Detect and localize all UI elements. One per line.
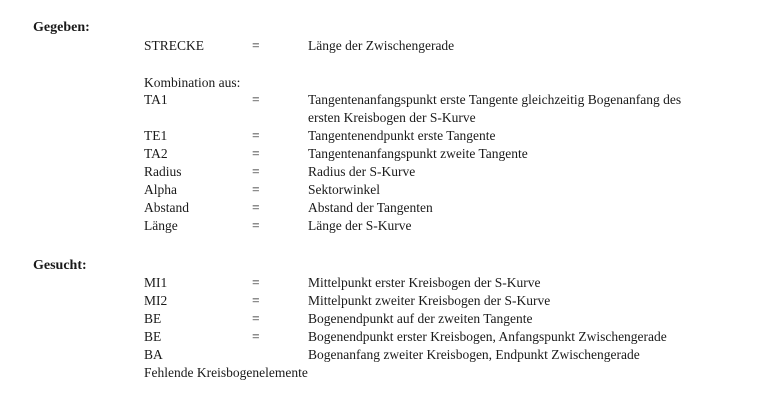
desc-be-tangent: Bogenendpunkt auf der zweiten Tangente	[308, 311, 533, 326]
term-mi2: MI2	[144, 293, 168, 308]
gesucht-heading: Gesucht:	[33, 258, 87, 273]
term-mi1: MI1	[144, 275, 168, 290]
desc-mi1: Mittelpunkt erster Kreisbogen der S-Kurve	[308, 275, 541, 290]
term-strecke: STRECKE	[144, 38, 205, 53]
desc-mi2: Mittelpunkt zweiter Kreisbogen der S-Kurve	[308, 293, 551, 308]
gegeben-heading: Gegeben:	[33, 20, 90, 35]
equals-sign: =	[252, 146, 260, 161]
desc-ba: Bogenanfang zweiter Kreisbogen, Endpunkt Zwischengerade	[308, 347, 640, 362]
equals-sign: =	[252, 164, 260, 179]
definition-row-mi1	[0, 275, 781, 293]
term-te1: TE1	[144, 128, 168, 143]
definition-row-ba	[0, 347, 781, 365]
kombination-label: Kombination aus:	[144, 75, 241, 90]
term-ba: BA	[144, 347, 163, 362]
equals-sign: =	[252, 329, 260, 344]
definition-row-alpha	[0, 182, 781, 200]
definition-row-radius	[0, 164, 781, 182]
desc-ta1: Tangentenanfangspunkt erste Tangente gleichzeitig Bogenanfang des	[308, 92, 682, 107]
equals-sign: =	[252, 128, 260, 143]
desc-radius: Radius der S-Kurve	[308, 164, 416, 179]
desc-be-arc: Bogenendpunkt erster Kreisbogen, Anfangspunkt Zwischengerade	[308, 329, 667, 344]
desc-alpha: Sektorwinkel	[308, 182, 380, 197]
desc-ta1-continued: ersten Kreisbogen der S-Kurve	[308, 110, 476, 125]
equals-sign: =	[252, 182, 260, 197]
desc-strecke: Länge der Zwischengerade	[308, 38, 455, 53]
definition-row-laenge	[0, 218, 781, 236]
term-ta1: TA1	[144, 92, 168, 107]
term-be-tangent: BE	[144, 311, 162, 326]
equals-sign: =	[252, 311, 260, 326]
desc-abstand: Abstand der Tangenten	[308, 200, 433, 215]
definition-row-ta1	[0, 92, 781, 110]
missing-elements-note: Fehlende Kreisbogenelemente	[144, 365, 308, 380]
definition-row-ta1-cont	[0, 110, 781, 128]
term-ta2: TA2	[144, 146, 168, 161]
equals-sign: =	[252, 200, 260, 215]
equals-sign: =	[252, 275, 260, 290]
strecke-row	[0, 38, 781, 56]
term-abstand: Abstand	[144, 200, 189, 215]
definition-row-ta2	[0, 146, 781, 164]
term-be-arc: BE	[144, 329, 162, 344]
equals-sign: =	[252, 92, 260, 107]
definition-row-be-tangent	[0, 311, 781, 329]
definition-row-be-arc	[0, 329, 781, 347]
equals-sign: =	[252, 293, 260, 308]
term-alpha: Alpha	[144, 182, 177, 197]
desc-te1: Tangentenendpunkt erste Tangente	[308, 128, 496, 143]
desc-laenge: Länge der S-Kurve	[308, 218, 412, 233]
definition-row-abstand	[0, 200, 781, 218]
definition-row-mi2	[0, 293, 781, 311]
equals-sign: =	[252, 218, 260, 233]
definition-row-te1	[0, 128, 781, 146]
term-laenge: Länge	[144, 218, 178, 233]
term-radius: Radius	[144, 164, 182, 179]
desc-ta2: Tangentenanfangspunkt zweite Tangente	[308, 146, 528, 161]
equals-sign: =	[252, 38, 260, 53]
